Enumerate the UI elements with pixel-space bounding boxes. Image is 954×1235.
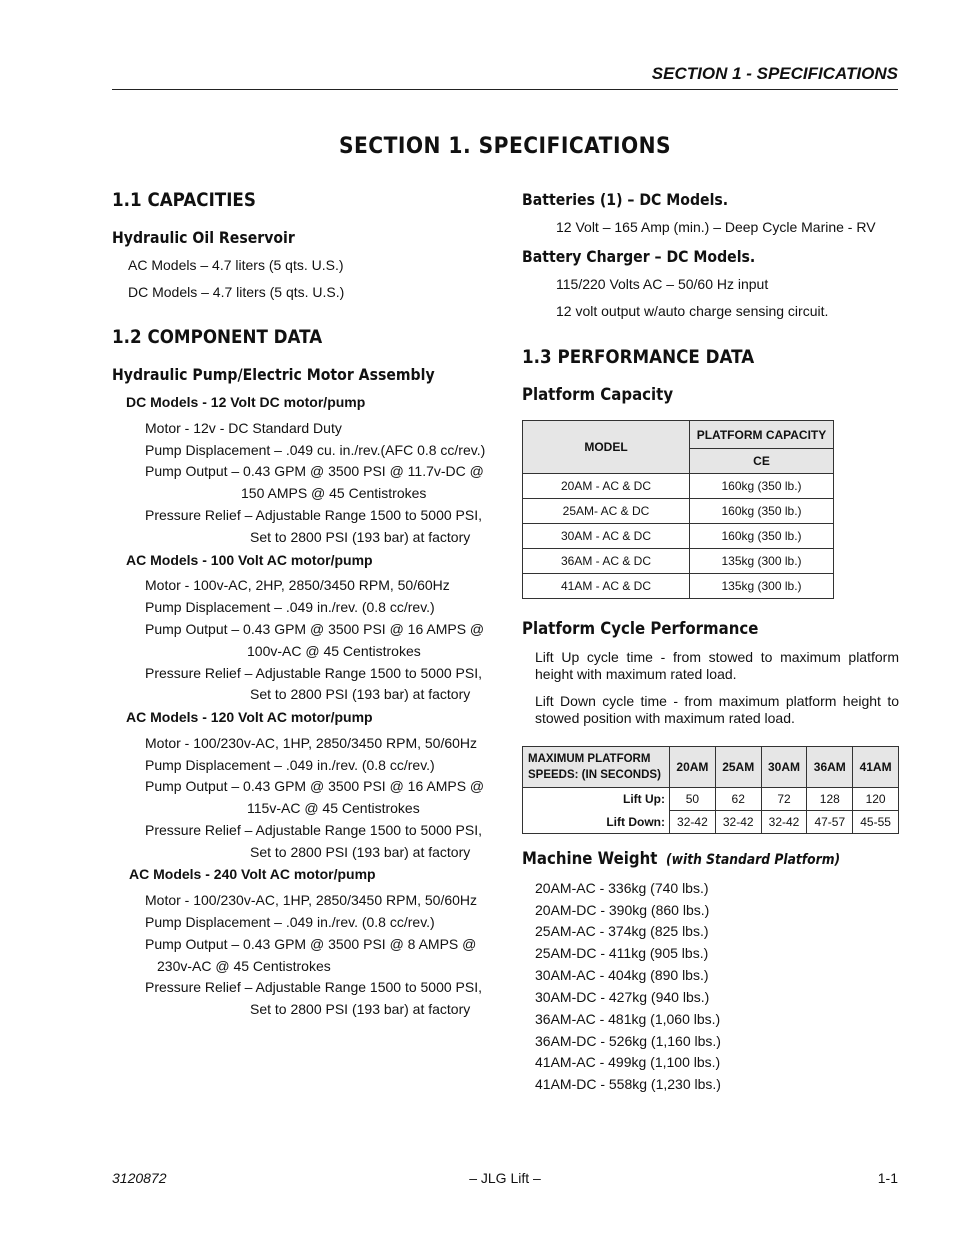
footer-doc-number: 3120872 (112, 1170, 167, 1186)
table-header: 30AM (761, 747, 807, 788)
table-cell: 41AM - AC & DC (523, 574, 690, 599)
weight-line: 41AM-DC - 558kg (1,230 lbs.) (535, 1076, 721, 1092)
weight-line: 20AM-DC - 390kg (860 lbs.) (535, 902, 710, 918)
capacities-heading: 1.1 CAPACITIES (112, 189, 256, 211)
table-row (523, 549, 834, 574)
table-header (523, 747, 670, 788)
spec-line: Motor - 12v - DC Standard Duty (145, 420, 342, 436)
spec-line: Set to 2800 PSI (193 bar) at factory (250, 1001, 471, 1017)
table-row (523, 474, 834, 499)
table-header: 41AM (853, 747, 899, 788)
spec-line: Pump Output – 0.43 GPM @ 3500 PSI @ 16 AMPS @ (145, 778, 485, 794)
weight-line: 30AM-AC - 404kg (890 lbs.) (535, 967, 709, 983)
spec-line: Set to 2800 PSI (193 bar) at factory (250, 686, 471, 702)
table-cell: 120 (853, 788, 899, 811)
charger-line: 115/220 Volts AC – 50/60 Hz input (556, 276, 769, 292)
table-cell: 32-42 (670, 811, 716, 834)
group-title: DC Models - 12 Volt DC motor/pump (126, 394, 366, 410)
table-header: 20AM (670, 747, 716, 788)
footer-page-number: 1-1 (877, 1170, 898, 1186)
table-cell: 20AM - AC & DC (523, 474, 690, 499)
cycle-paragraph: Lift Up cycle time - from stowed to maximum platform height with maximum rated load. (535, 649, 899, 682)
spec-line: Motor - 100/230v-AC, 1HP, 2850/3450 RPM, 50/60Hz (145, 892, 478, 908)
weight-line: 20AM-AC - 336kg (740 lbs.) (535, 880, 709, 896)
table-row (523, 524, 834, 549)
capacity-line: DC Models – 4.7 liters (5 qts. U.S.) (128, 284, 345, 300)
machine-weight-subtitle: (with Standard Platform) (666, 852, 841, 868)
group-title: AC Models - 100 Volt AC motor/pump (126, 552, 373, 568)
cycle-performance-heading: Platform Cycle Performance (522, 619, 759, 639)
row-label: Lift Up: (523, 788, 670, 811)
machine-weight-title: Machine Weight (522, 849, 658, 869)
table-header: PLATFORM CAPACITY (690, 421, 834, 449)
spec-line: Pressure Relief – Adjustable Range 1500 to 5000 PSI, (145, 979, 482, 995)
cycle-paragraph: Lift Down cycle time - from maximum platform height to stowed position with maximum rated load. (535, 693, 899, 726)
page-title: SECTION 1. SPECIFICATIONS (338, 134, 672, 159)
spec-line: Pump Displacement – .049 in./rev. (0.8 cc/rev.) (145, 757, 435, 773)
spec-line: Set to 2800 PSI (193 bar) at factory (250, 529, 471, 545)
weight-line: 30AM-DC - 427kg (940 lbs.) (535, 989, 710, 1005)
component-heading: 1.2 COMPONENT DATA (112, 326, 323, 348)
table-cell: 128 (807, 788, 853, 811)
platform-speed-table (522, 746, 899, 834)
table-cell: 62 (715, 788, 761, 811)
table-row (523, 499, 834, 524)
running-header: SECTION 1 - SPECIFICATIONS (651, 64, 898, 83)
spec-line: Pump Output – 0.43 GPM @ 3500 PSI @ 16 AMPS @ (145, 621, 485, 637)
pump-motor-heading: Hydraulic Pump/Electric Motor Assembly (112, 365, 435, 384)
weight-line: 25AM-DC - 411kg (905 lbs.) (535, 945, 709, 961)
speed-header-line: SPEEDS: (IN SECONDS) (528, 769, 661, 781)
group-title: AC Models - 240 Volt AC motor/pump (129, 866, 376, 882)
table-cell: 25AM- AC & DC (523, 499, 690, 524)
batteries-heading: Batteries (1) – DC Models. (522, 190, 729, 209)
table-header: CE (690, 449, 834, 474)
spec-line: Pressure Relief – Adjustable Range 1500 to 5000 PSI, (145, 507, 482, 523)
spec-line: Pump Output – 0.43 GPM @ 3500 PSI @ 8 AMPS @ (145, 936, 477, 952)
weight-line: 41AM-AC - 499kg (1,100 lbs.) (535, 1054, 721, 1070)
footer-publisher: – JLG Lift – (469, 1170, 541, 1186)
spec-line: Pump Displacement – .049 cu. in./rev.(AFC 0.8 cc/rev.) (145, 442, 486, 458)
table-row (523, 811, 899, 834)
table-cell: 32-42 (761, 811, 807, 834)
header-rule (112, 89, 898, 90)
table-cell: 36AM - AC & DC (523, 549, 690, 574)
performance-heading: 1.3 PERFORMANCE DATA (522, 346, 755, 368)
spec-line: Set to 2800 PSI (193 bar) at factory (250, 844, 471, 860)
charger-heading: Battery Charger – DC Models. (522, 247, 756, 266)
spec-line: Pump Output – 0.43 GPM @ 3500 PSI @ 11.7v-DC @ (145, 463, 484, 479)
weight-line: 36AM-DC - 526kg (1,160 lbs.) (535, 1033, 721, 1049)
spec-line: 150 AMPS @ 45 Centistrokes (241, 485, 427, 501)
spec-line: 100v-AC @ 45 Centistrokes (247, 643, 421, 659)
table-cell: 32-42 (715, 811, 761, 834)
table-cell: 50 (670, 788, 716, 811)
table-row (523, 574, 834, 599)
spec-line: Pump Displacement – .049 in./rev. (0.8 cc/rev.) (145, 599, 435, 615)
spec-line: Pressure Relief – Adjustable Range 1500 to 5000 PSI, (145, 822, 482, 838)
table-cell: 135kg (300 lb.) (690, 574, 834, 599)
table-cell: 47-57 (807, 811, 853, 834)
table-cell: 45-55 (853, 811, 899, 834)
weight-line: 36AM-AC - 481kg (1,060 lbs.) (535, 1011, 721, 1027)
table-cell: 160kg (350 lb.) (690, 499, 834, 524)
spec-line: 230v-AC @ 45 Centistrokes (157, 958, 331, 974)
capacity-line: AC Models – 4.7 liters (5 qts. U.S.) (128, 257, 344, 273)
platform-capacity-heading: Platform Capacity (522, 385, 674, 405)
table-header: 25AM (715, 747, 761, 788)
spec-line: Pump Displacement – .049 in./rev. (0.8 cc/rev.) (145, 914, 435, 930)
spec-line: 115v-AC @ 45 Centistrokes (247, 800, 420, 816)
table-header: 36AM (807, 747, 853, 788)
platform-capacity-table (522, 420, 834, 599)
table-cell: 135kg (300 lb.) (690, 549, 834, 574)
table-cell: 160kg (350 lb.) (690, 474, 834, 499)
table-cell: 160kg (350 lb.) (690, 524, 834, 549)
spec-line: Motor - 100v-AC, 2HP, 2850/3450 RPM, 50/60Hz (145, 577, 450, 593)
spec-line: Motor - 100/230v-AC, 1HP, 2850/3450 RPM, 50/60Hz (145, 735, 478, 751)
weight-line: 25AM-AC - 374kg (825 lbs.) (535, 923, 709, 939)
table-header: MODEL (523, 421, 690, 474)
table-cell: 30AM - AC & DC (523, 524, 690, 549)
group-title: AC Models - 120 Volt AC motor/pump (126, 709, 373, 725)
spec-line: Pressure Relief – Adjustable Range 1500 to 5000 PSI, (145, 665, 482, 681)
charger-line: 12 volt output w/auto charge sensing circuit. (556, 303, 829, 319)
speed-header-line: MAXIMUM PLATFORM (528, 753, 651, 765)
oil-reservoir-heading: Hydraulic Oil Reservoir (112, 228, 295, 247)
table-cell: 72 (761, 788, 807, 811)
machine-weight-heading (522, 849, 864, 869)
battery-line: 12 Volt – 165 Amp (min.) – Deep Cycle Marine - RV (556, 219, 876, 235)
table-row (523, 788, 899, 811)
row-label: Lift Down: (523, 811, 670, 834)
